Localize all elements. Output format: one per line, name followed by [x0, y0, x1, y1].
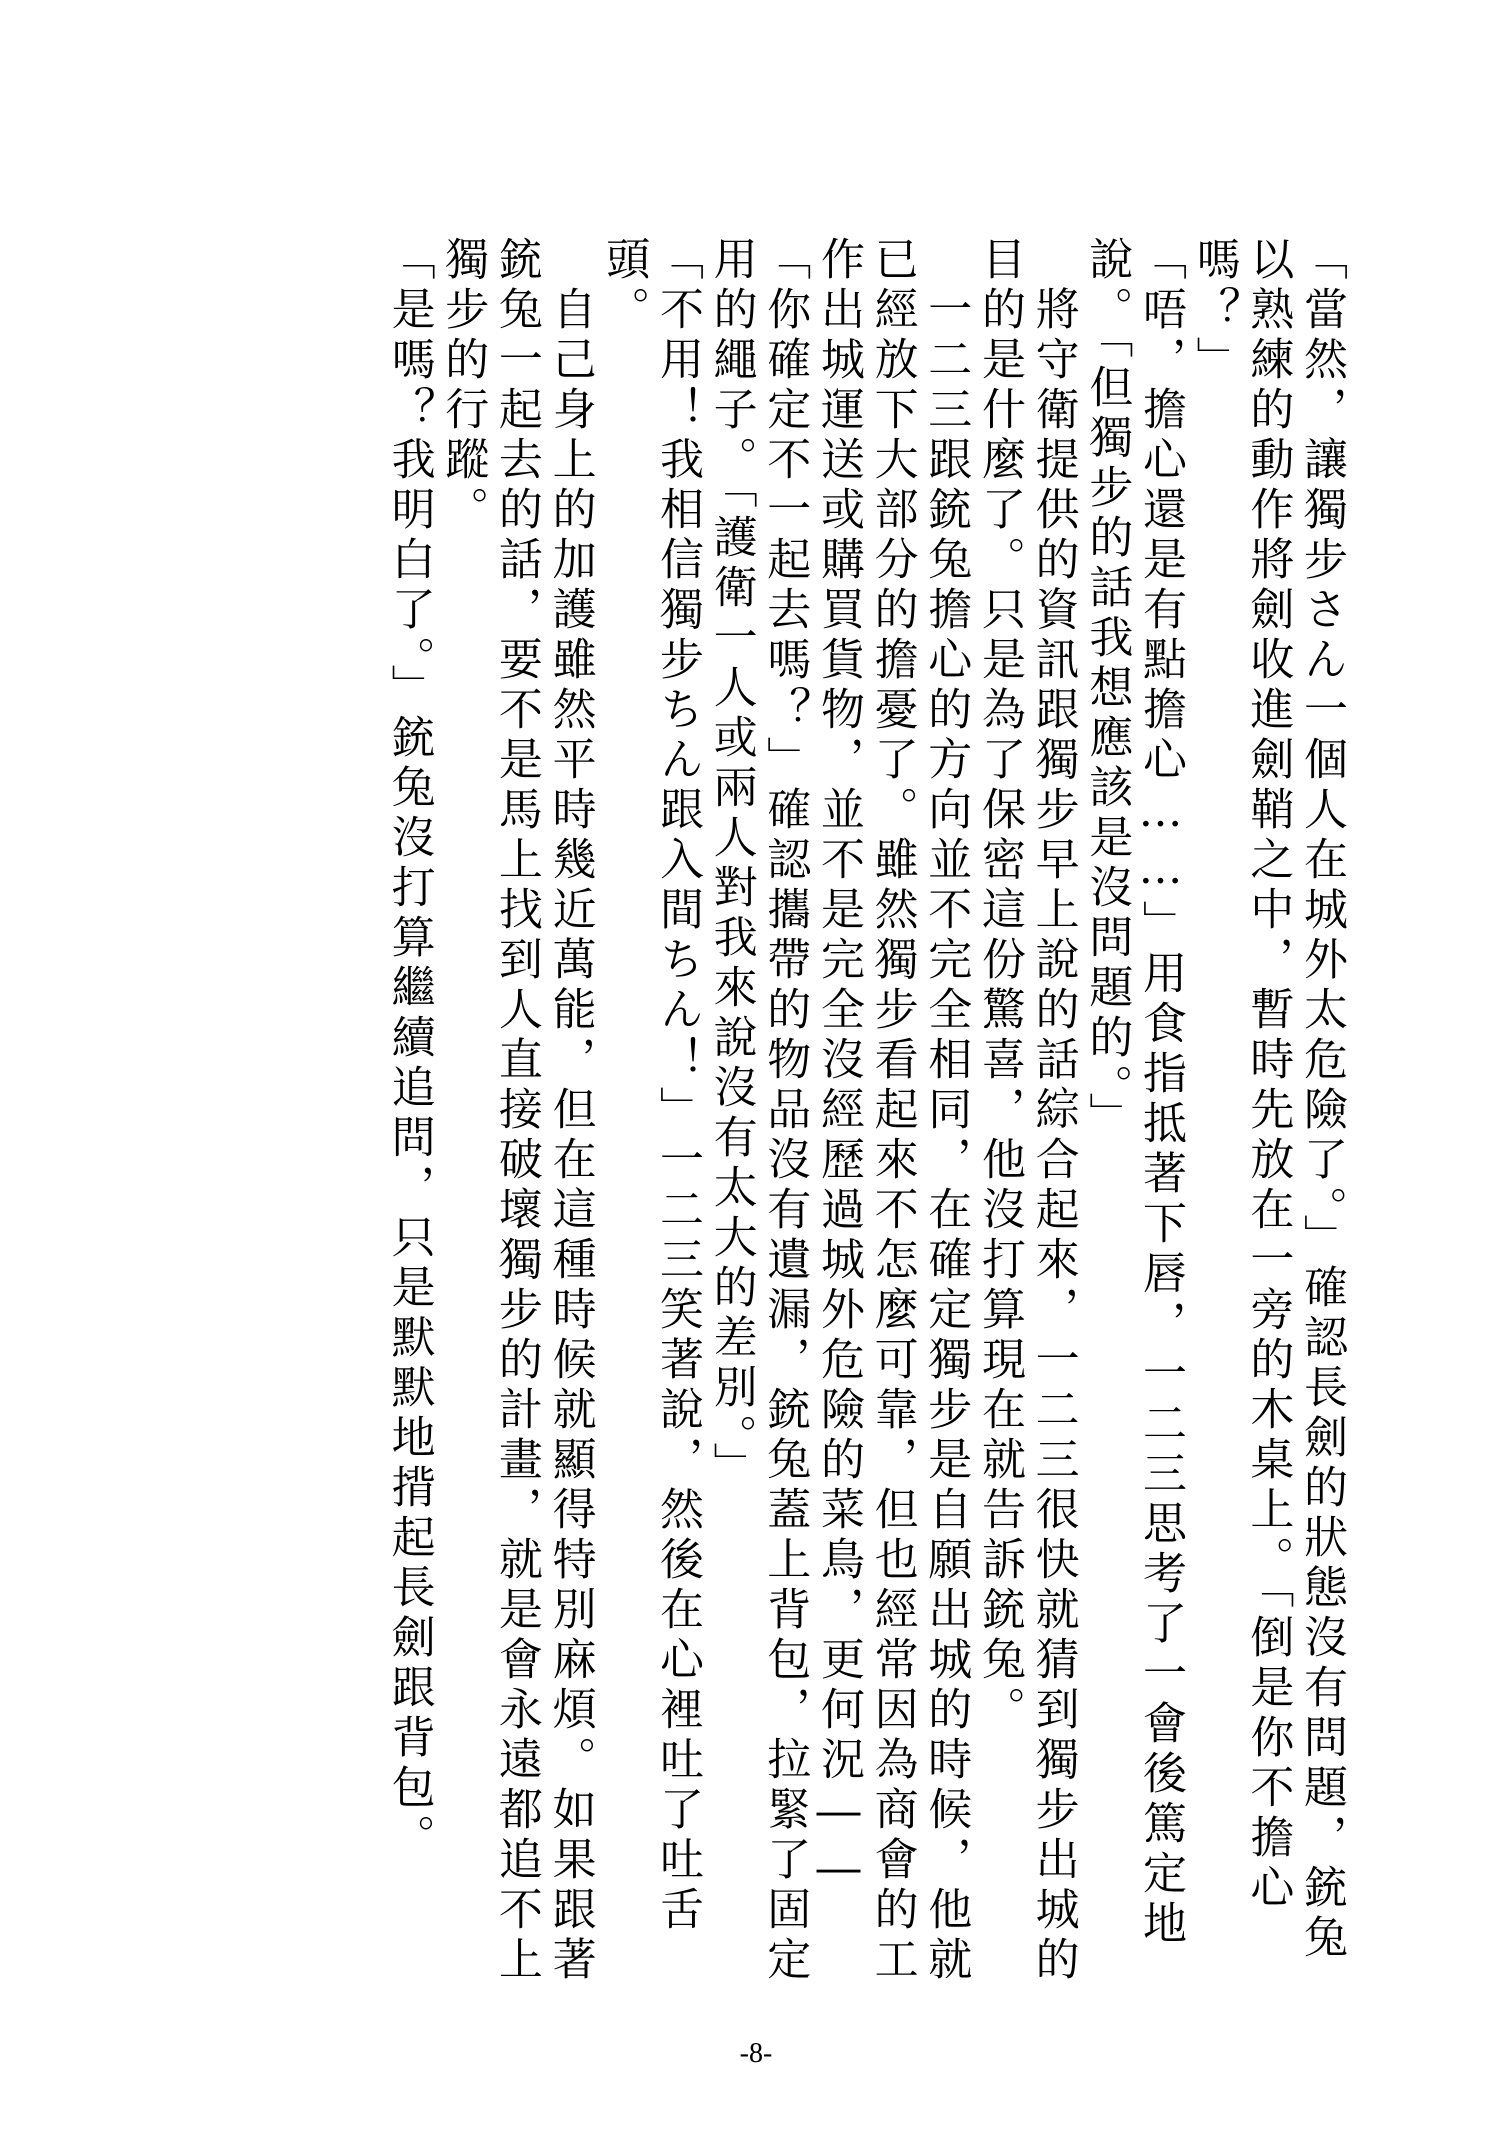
paragraph: 「你確定不一起去嗎？」確認攜帶的物品沒有遺漏，銃兔蓋上背包，拉緊了固定用的繩子。「護衛一人或兩人對我來說沒有太大的差別。」 [705, 236, 811, 1986]
page-number: -8- [739, 2038, 773, 2069]
body-text [228, 236, 1348, 1996]
paragraph: 將守衛提供的資訊跟獨步早上說的話綜合起來，一二三很快就猜到獨步出城的目的是什麼了。只是為了保密這份驚喜，他沒打算現在就告訴銃兔。 [973, 236, 1079, 1986]
paragraph: 一二三跟銃兔擔心的方向並不完全相同，在確定獨步是自願出城的時候，他就已經放下大部分的擔憂了。雖然獨步看起來不怎麼可靠，但也經常因為商會的工作出城運送或購買貨物，並不是完全沒經歷過城外危險的菜鳥，更何況―― [812, 236, 972, 1986]
paragraph: 「是嗎？我明白了。」銃兔沒打算繼續追問，只是默默地揹起長劍跟背包。 [383, 236, 435, 1864]
paragraph: 自己身上的加護雖然平時幾近萬能，但在這種時候就顯得特別麻煩。如果跟著銃兔一起去的話，要不是馬上找到人直接破壞獨步的計畫，就是會永遠都追不上獨步的行蹤。 [437, 236, 596, 1986]
paragraph: 「不用！我相信獨步ちん跟入間ちん！」一二三笑著說，然後在心裡吐了吐舌頭。 [598, 236, 703, 1936]
paragraph: 「當然，讓獨步さん一個人在城外太危險了。」確認長劍的狀態沒有問題，銃兔以熟練的動作將劍收進劍鞘之中，暫時先放在一旁的木桌上。「倒是你不擔心嗎？」 [1188, 236, 1347, 1964]
paragraph: 「唔，擔心還是有點擔心……」用食指抵著下唇，一二三思考了一會後篤定地說。「但獨步的話我想應該是沒問題的。」 [1081, 236, 1186, 1950]
